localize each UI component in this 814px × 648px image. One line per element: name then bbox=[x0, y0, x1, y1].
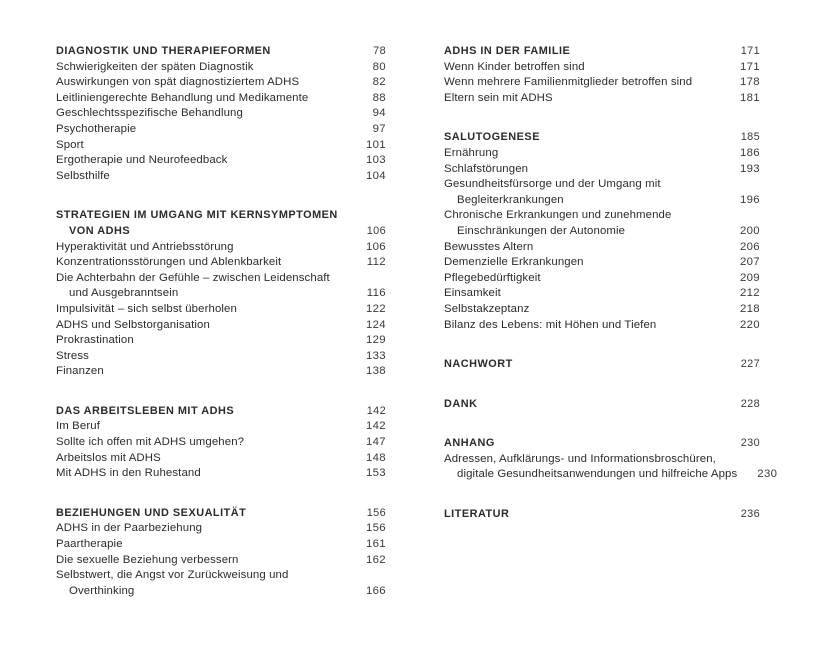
toc-entry[interactable] bbox=[56, 364, 386, 380]
toc-entry-label: Selbstwert, die Angst vor Zurückweisung und bbox=[56, 569, 289, 582]
toc-entry[interactable] bbox=[56, 466, 386, 482]
toc-page-number: 122 bbox=[365, 302, 386, 315]
toc-section bbox=[444, 44, 760, 106]
toc-entry[interactable] bbox=[56, 255, 386, 271]
toc-page-number: 230 bbox=[740, 437, 760, 450]
toc-entry-label: Selbsthilfe bbox=[56, 169, 110, 182]
toc-section bbox=[56, 208, 386, 380]
toc-section-heading[interactable] bbox=[56, 506, 386, 522]
toc-entry-label: Die Achterbahn der Gefühle – zwischen Leidenschaft bbox=[56, 271, 330, 284]
toc-page-number: 106 bbox=[365, 240, 386, 253]
toc-page-number: 206 bbox=[739, 240, 760, 253]
toc-page-number: 104 bbox=[365, 169, 386, 182]
toc-entry-label: Die sexuelle Beziehung verbessern bbox=[56, 553, 239, 566]
toc-heading-label: BEZIEHUNGEN UND SEXUALITÄT bbox=[56, 506, 247, 519]
toc-page-number: 171 bbox=[739, 60, 760, 73]
toc-entry-label: ADHS und Selbstorganisation bbox=[56, 318, 210, 331]
toc-heading-label: SALUTOGENESE bbox=[444, 131, 540, 144]
toc-entry-label: Schwierigkeiten der späten Diagnostik bbox=[56, 60, 254, 73]
toc-page-number: 153 bbox=[365, 467, 386, 480]
toc-entry[interactable] bbox=[444, 467, 778, 483]
toc-heading-label: STRATEGIEN IM UMGANG MIT KERNSYMPTOMEN bbox=[56, 209, 338, 222]
toc-page-number: 186 bbox=[739, 146, 760, 159]
toc-entry-label: digitale Gesundheitsanwendungen und hilfreiche Apps bbox=[457, 468, 738, 481]
toc-column-right bbox=[444, 44, 778, 523]
toc-entry[interactable] bbox=[56, 153, 386, 169]
toc-heading-label: DIAGNOSTIK UND THERAPIEFORMEN bbox=[56, 45, 271, 57]
toc-entry[interactable] bbox=[444, 177, 760, 193]
toc-entry[interactable] bbox=[444, 271, 760, 287]
toc-entry-label: Selbstakzeptanz bbox=[444, 302, 530, 315]
toc-section bbox=[444, 130, 760, 333]
toc-entry[interactable] bbox=[56, 271, 386, 287]
toc-page-number: 116 bbox=[366, 287, 386, 300]
toc-page-number: 171 bbox=[740, 45, 760, 57]
toc-entry[interactable] bbox=[56, 419, 386, 435]
toc-page-number: 185 bbox=[740, 131, 760, 144]
toc-entry-label: Bilanz des Lebens: mit Höhen und Tiefen bbox=[444, 318, 657, 331]
toc-entry[interactable] bbox=[444, 240, 760, 256]
toc-entry[interactable] bbox=[56, 286, 386, 302]
toc-page-number: 148 bbox=[365, 451, 386, 464]
toc-entry[interactable] bbox=[56, 451, 386, 467]
toc-page-number: 181 bbox=[739, 91, 760, 104]
toc-entry[interactable] bbox=[56, 106, 386, 122]
toc-page-number: 207 bbox=[739, 256, 760, 269]
toc-page-number: 166 bbox=[365, 584, 386, 597]
toc-entry-label: Konzentrationsstörungen und Ablenkbarkeit bbox=[56, 256, 282, 269]
toc-page-number: 178 bbox=[739, 76, 760, 89]
toc-entry-label: Finanzen bbox=[56, 365, 104, 378]
toc-entry-label: Prokrastination bbox=[56, 334, 134, 347]
toc-heading-label: VON ADHS bbox=[69, 224, 131, 237]
toc-entry-label: Sport bbox=[56, 138, 84, 151]
toc-entry[interactable] bbox=[56, 138, 386, 154]
toc-section-heading[interactable] bbox=[444, 436, 760, 452]
toc-entry-label: Arbeitslos mit ADHS bbox=[56, 451, 161, 464]
toc-section bbox=[56, 506, 386, 600]
toc-page-number: 236 bbox=[740, 508, 760, 521]
toc-entry-label: und Ausgebranntsein bbox=[69, 287, 179, 300]
toc-page-number: 142 bbox=[365, 420, 386, 433]
toc-page-number: 162 bbox=[365, 553, 386, 566]
toc-page-number: 200 bbox=[739, 224, 760, 237]
toc-entry-label: Adressen, Aufklärungs- und Informationsbroschüren, bbox=[444, 452, 716, 465]
toc-entry-label: Auswirkungen von spät diagnostiziertem ADHS bbox=[56, 76, 300, 89]
toc-page-number: 80 bbox=[372, 60, 386, 73]
toc-heading-label: DAS ARBEITSLEBEN MIT ADHS bbox=[56, 404, 235, 417]
toc-entry-label: Psychotherapie bbox=[56, 122, 137, 135]
toc-entry[interactable] bbox=[56, 240, 386, 256]
toc-entry[interactable] bbox=[444, 302, 760, 318]
toc-page-number: 230 bbox=[757, 468, 778, 481]
toc-section-heading[interactable] bbox=[56, 44, 386, 60]
toc-entry-label: Hyperaktivität und Antriebsstörung bbox=[56, 240, 234, 253]
toc-page-number: 209 bbox=[739, 271, 760, 284]
toc-page-number: 228 bbox=[740, 397, 760, 410]
toc-entry[interactable] bbox=[56, 568, 386, 584]
toc-entry[interactable] bbox=[444, 224, 760, 240]
toc-entry-label: Mit ADHS in den Ruhestand bbox=[56, 467, 201, 480]
toc-page-number: 101 bbox=[365, 138, 386, 151]
toc-entry[interactable] bbox=[444, 255, 760, 271]
toc-entry-label: Impulsivität – sich selbst überholen bbox=[56, 302, 237, 315]
toc-entry-label: Stress bbox=[56, 349, 90, 362]
toc-entry[interactable] bbox=[56, 91, 386, 107]
toc-entry[interactable] bbox=[56, 75, 386, 91]
toc-entry-label: Leitliniengerechte Behandlung und Medikamente bbox=[56, 91, 309, 104]
toc-entry[interactable] bbox=[56, 349, 386, 365]
toc-section-heading[interactable] bbox=[56, 404, 386, 420]
toc-page-number: 220 bbox=[739, 318, 760, 331]
toc-page-number: 97 bbox=[372, 122, 386, 135]
toc-heading-label: ADHS IN DER FAMILIE bbox=[444, 45, 571, 57]
toc-section bbox=[56, 44, 386, 184]
toc-entry-label: Begleiterkrankungen bbox=[457, 193, 564, 206]
toc-entry[interactable] bbox=[56, 521, 386, 537]
toc-page-number: 124 bbox=[365, 318, 386, 331]
toc-entry-label: Im Beruf bbox=[56, 420, 101, 433]
toc-entry-label: Paartherapie bbox=[56, 538, 123, 551]
toc-entry[interactable] bbox=[56, 302, 386, 318]
toc-entry[interactable] bbox=[444, 91, 760, 107]
toc-entry[interactable] bbox=[444, 146, 760, 162]
toc-entry[interactable] bbox=[444, 75, 760, 91]
toc-page-number: 133 bbox=[365, 349, 386, 362]
toc-page-number: 156 bbox=[365, 522, 386, 535]
toc-entry-label: Ergotherapie und Neurofeedback bbox=[56, 154, 228, 167]
toc-page-number: 103 bbox=[365, 154, 386, 167]
toc-section-heading[interactable] bbox=[444, 130, 760, 146]
toc-section bbox=[56, 404, 386, 482]
toc-section-heading[interactable] bbox=[56, 208, 386, 224]
toc-section-heading[interactable] bbox=[444, 44, 760, 60]
toc-page-number: 196 bbox=[739, 193, 760, 206]
toc-entry-label: Einsamkeit bbox=[444, 287, 501, 300]
toc-page-number: 147 bbox=[365, 436, 386, 449]
toc-entry[interactable] bbox=[56, 122, 386, 138]
toc-page-number: 142 bbox=[366, 404, 386, 417]
toc-entry[interactable] bbox=[444, 193, 760, 209]
toc-entry[interactable] bbox=[444, 208, 760, 224]
toc-entry-label: Sollte ich offen mit ADHS umgehen? bbox=[56, 436, 245, 449]
toc-entry[interactable] bbox=[444, 286, 760, 302]
toc-heading-label: NACHWORT bbox=[444, 358, 513, 371]
toc-page-number: 193 bbox=[739, 162, 760, 175]
toc-entry[interactable] bbox=[444, 60, 760, 76]
toc-section bbox=[444, 357, 760, 373]
toc-entry-label: Geschlechtsspezifische Behandlung bbox=[56, 107, 243, 120]
toc-entry[interactable] bbox=[56, 169, 386, 185]
toc-heading-label: ANHANG bbox=[444, 437, 495, 450]
toc-heading-label: DANK bbox=[444, 397, 478, 410]
toc-entry[interactable] bbox=[56, 584, 386, 600]
toc-entry[interactable] bbox=[444, 162, 760, 178]
toc-entry[interactable] bbox=[56, 553, 386, 569]
toc-section-heading[interactable] bbox=[444, 357, 760, 373]
toc-entry[interactable] bbox=[56, 60, 386, 76]
toc-section-heading[interactable] bbox=[56, 224, 386, 240]
toc-page-number: 212 bbox=[739, 287, 760, 300]
toc-entry-label: Wenn Kinder betroffen sind bbox=[444, 60, 585, 73]
toc-page-number: 129 bbox=[365, 334, 386, 347]
toc-entry-label: Wenn mehrere Familienmitglieder betroffen sind bbox=[444, 76, 693, 89]
toc-section bbox=[444, 436, 778, 483]
toc-entry[interactable] bbox=[444, 452, 760, 468]
toc-entry-label: Pflegebedürftigkeit bbox=[444, 271, 541, 284]
toc-entry[interactable] bbox=[56, 318, 386, 334]
toc-entry-label: Gesundheitsfürsorge und der Umgang mit bbox=[444, 178, 661, 191]
toc-heading-label: LITERATUR bbox=[444, 508, 510, 521]
toc-page-number: 161 bbox=[365, 538, 386, 551]
toc-entry[interactable] bbox=[56, 435, 386, 451]
toc-section-heading[interactable] bbox=[444, 507, 760, 523]
toc-entry-label: Schlafstörungen bbox=[444, 162, 529, 175]
toc-entry-label: Chronische Erkrankungen und zunehmende bbox=[444, 209, 672, 222]
toc-page-number: 106 bbox=[366, 224, 386, 237]
toc-page-number: 227 bbox=[740, 358, 760, 371]
toc-section bbox=[444, 397, 760, 413]
toc-entry[interactable] bbox=[444, 318, 760, 334]
toc-section bbox=[444, 507, 760, 523]
toc-page-number: 138 bbox=[365, 365, 386, 378]
toc-entry[interactable] bbox=[56, 537, 386, 553]
toc-entry-label: Bewusstes Altern bbox=[444, 240, 534, 253]
toc-entry-label: ADHS in der Paarbeziehung bbox=[56, 522, 203, 535]
toc-section-heading[interactable] bbox=[444, 397, 760, 413]
toc-entry-label: Demenzielle Erkrankungen bbox=[444, 256, 584, 269]
toc-column-left bbox=[56, 44, 386, 599]
toc-page-number: 156 bbox=[366, 506, 386, 519]
toc-entry[interactable] bbox=[56, 333, 386, 349]
toc-page-number: 112 bbox=[366, 256, 386, 269]
toc-page-number: 78 bbox=[373, 45, 386, 57]
toc-entry-label: Eltern sein mit ADHS bbox=[444, 91, 553, 104]
toc-page-number: 82 bbox=[372, 76, 386, 89]
toc-entry-label: Overthinking bbox=[69, 584, 135, 597]
toc-entry-label: Einschränkungen der Autonomie bbox=[457, 224, 626, 237]
toc-page-number: 218 bbox=[739, 302, 760, 315]
toc-page-number: 94 bbox=[372, 107, 386, 120]
toc-entry-label: Ernährung bbox=[444, 146, 499, 159]
toc-page-number: 88 bbox=[372, 91, 386, 104]
